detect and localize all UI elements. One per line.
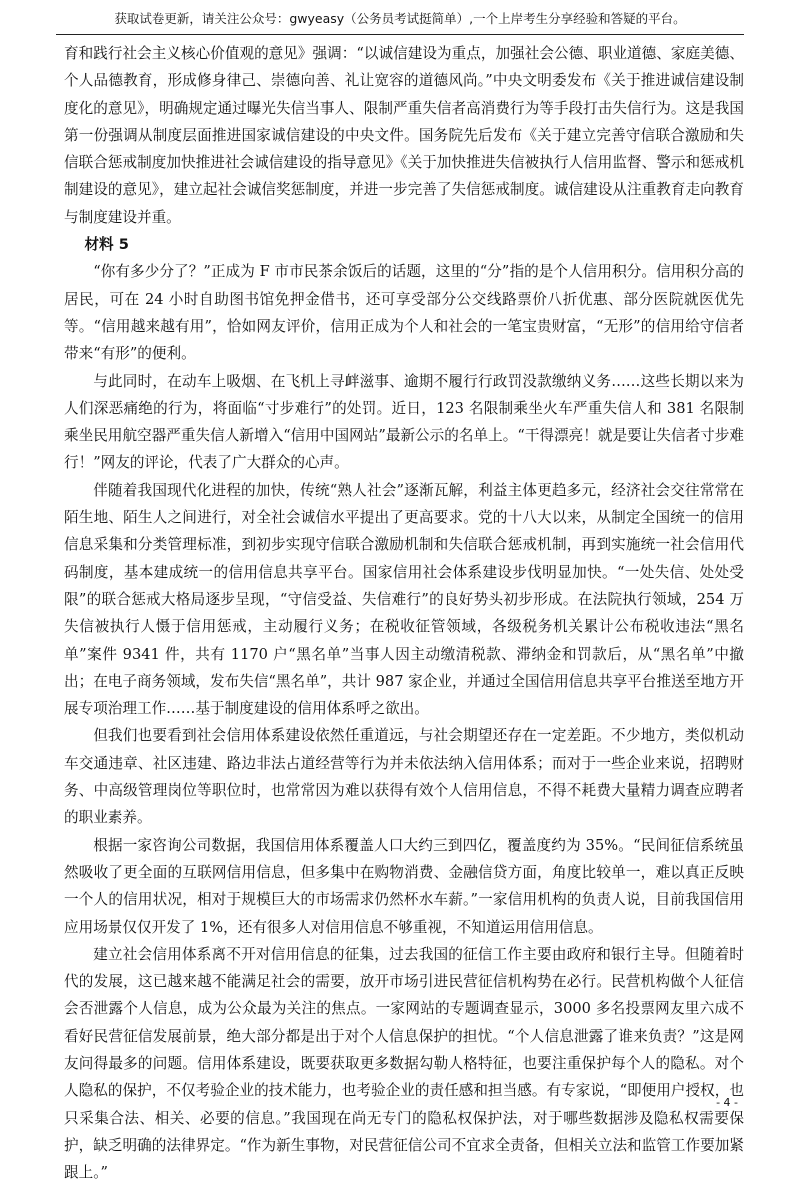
paragraph: 与此同时，在动车上吸烟、在飞机上寻衅滋事、逾期不履行行政罚没款缴纳义务……这些长期以来为人们深恶痛绝的行为，将面临“寸步难行”的处罚。近日，123 名限制乘坐火车严重失信人和 381 名限制乘坐民用航空器严重失信人新增入“信用中国网站”最新公示的名单上。“干得漂亮！就是要让失信者寸步难行！”网友的评论，代表了广大群众的心声。 bbox=[64, 372, 744, 472]
document-body bbox=[64, 40, 744, 1186]
section-label-material-5: 材料 5 bbox=[84, 236, 129, 254]
paragraph: 根据一家咨询公司数据，我国信用体系覆盖人口大约三到四亿，覆盖度约为 35%。“民间征信系统虽然吸收了更全面的互联网信用信息，但多集中在购物消费、金融信贷方面，角度比较单一，难以真正反映一个人的信用状况，相对于规模巨大的市场需求仍然杯水车薪。”一家信用机构的负责人说，目前我国信用应用场景仅仅开发了 1%，还有很多人对信用信息不够重视，不知道运用信用信息。 bbox=[64, 836, 744, 936]
paragraph: 建立社会信用体系离不开对信用信息的征集，过去我国的征信工作主要由政府和银行主导。但随着时代的发展，这已越来越不能满足社会的需要，放开市场引进民营征信机构势在必行。民营机构做个人征信会否泄露个人信息，成为公众最为关注的焦点。一家网站的专题调查显示，3000 多名投票网友里六成不看好民营征信发展前景，绝大部分都是出于对个人信息保护的担忧。“个人信息泄露了谁来负责？”这是网友问得最多的问题。信用体系建设，既要获取更多数据勾勒人格特征，也要注重保护每个人的隐私。对个人隐私的保护，不仅考验企业的技术能力，也考验企业的责任感和担当感。有专家说，“即便用户授权，也只采集合法、相关、必要的信息。”我国现在尚无专门的隐私权保护法，对于哪些数据涉及隐私权需要保护，缺乏明确的法律界定。“作为新生事物，对民营征信公司不宜求全责备，但相关立法和监管工作要加紧跟上。” bbox=[64, 945, 744, 1182]
page-number: - 4 - bbox=[716, 1096, 738, 1109]
paragraph: 伴随着我国现代化进程的加快，传统“熟人社会”逐渐瓦解，利益主体更趋多元，经济社会交往常常在陌生地、陌生人之间进行，对全社会诚信水平提出了更高要求。党的十八大以来，从制定全国统一的信用信息采集和分类管理标准，到初步实现守信联合激励机制和失信联合惩戒机制，再到实施统一社会信用代码制度，基本建成统一的信用信息共享平台。国家信用社会体系建设步伐明显加快。“一处失信、处处受限”的联合惩戒大格局逐步呈现，“守信受益、失信难行”的良好势头初步形成。在法院执行领域，254 万失信被执行人慑于信用惩戒，主动履行义务；在税收征管领域，各级税务机关累计公布税收违法“黑名单”案件 9341 件，共有 1170 户“黑名单”当事人因主动缴清税款、滞纳金和罚款后，从“黑名单”中撤出；在电子商务领域，发布失信“黑名单”，共计 987 家企业，并通过全国信用信息共享平台推送至地方开展专项治理工作……基于制度建设的信用体系呼之欲出。 bbox=[64, 481, 744, 718]
paragraph: “你有多少分了？”正成为 F 市市民茶余饭后的话题，这里的“分”指的是个人信用积分。信用积分高的居民，可在 24 小时自助图书馆免押金借书，还可享受部分公交线路票价八折优惠、部分医院就医优先等。“信用越来越有用”，恰如网友评价，信用正成为个人和社会的一笔宝贵财富，“无形”的信用给守信者带来“有形”的便利。 bbox=[64, 263, 744, 363]
page-header: 获取试卷更新，请关注公众号：gwyeasy（公务员考试挺简单）,一个上岸考生分享经验和答疑的平台。 bbox=[56, 8, 744, 35]
paragraph-continued: 育和践行社会主义核心价值观的意见》强调：“以诚信建设为重点，加强社会公德、职业道德、家庭美德、个人品德教育，形成修身律己、崇德向善、礼让宽容的道德风尚。”中央文明委发布《关于推进诚信建设制度化的意见》，明确规定通过曝光失信当事人、限制严重失信者高消费行为等手段打击失信行为。这是我国第一份强调从制度层面推进国家诚信建设的中央文件。国务院先后发布《关于建立完善守信联合激励和失信联合惩戒制度加快推进社会诚信建设的指导意见》《关于加快推进失信被执行人信用监督、警示和惩戒机制建设的意见》，建立起社会诚信奖惩制度，并进一步完善了失信惩戒制度。诚信建设从注重教育走向教育与制度建设并重。 bbox=[64, 45, 744, 226]
paragraph: 但我们也要看到社会信用体系建设依然任重道远，与社会期望还存在一定差距。不少地方，类似机动车交通违章、社区违建、路边非法占道经营等行为并未依法纳入信用体系；而对于一些企业来说，招聘财务、中高级管理岗位等职位时，也常常因为难以获得有效个人信用信息，不得不耗费大量精力调查应聘者的职业素养。 bbox=[64, 727, 744, 827]
